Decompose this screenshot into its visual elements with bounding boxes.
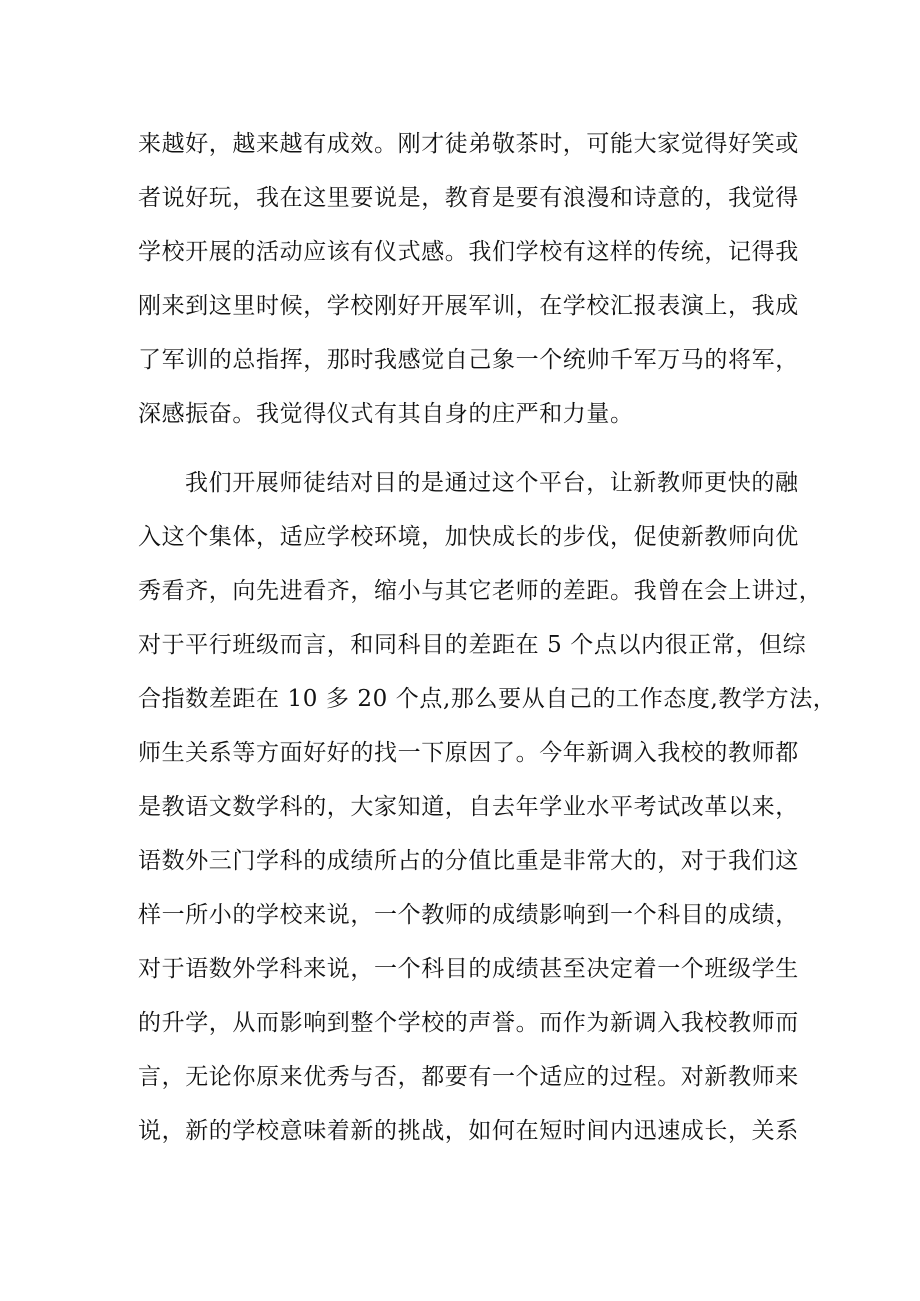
text-line: 是教语文数学科的，大家知道，自去年学业水平考试改革以来， <box>138 794 799 820</box>
text-line: 秀看齐，向先进看齐，缩小与其它老师的差距。我曾在会上讲过， <box>138 578 823 604</box>
text-line: 刚来到这里时候，学校刚好开展军训，在学校汇报表演上，我成 <box>138 293 799 319</box>
text-line: 了军训的总指挥，那时我感觉自己象一个统帅千军万马的将军， <box>138 347 799 373</box>
text-line: 对于平行班级而言，和同科目的差距在 5 个点以内很正常，但综 <box>138 632 807 658</box>
text-line: 者说好玩，我在这里要说是，教育是要有浪漫和诗意的，我觉得 <box>138 185 799 211</box>
text-line-indented: 我们开展师徒结对目的是通过这个平台，让新教师更快的融 <box>185 470 799 496</box>
text-line: 来越好，越来越有成效。刚才徒弟敬茶时，可能大家觉得好笑或 <box>138 131 799 157</box>
text-line: 对于语数外学科来说，一个科目的成绩甚至决定着一个班级学生 <box>138 956 799 982</box>
text-line: 学校开展的活动应该有仪式感。我们学校有这样的传统，记得我 <box>138 239 799 265</box>
text-line: 的升学，从而影响到整个学校的声誉。而作为新调入我校教师而 <box>138 1010 799 1036</box>
text-line: 说，新的学校意味着新的挑战，如何在短时间内迅速成长，关系 <box>138 1118 799 1144</box>
text-line: 深感振奋。我觉得仪式有其自身的庄严和力量。 <box>138 401 634 427</box>
text-line: 语数外三门学科的成绩所占的分值比重是非常大的，对于我们这 <box>138 848 799 874</box>
text-line: 样一所小的学校来说，一个教师的成绩影响到一个科目的成绩， <box>138 902 799 928</box>
text-line: 师生关系等方面好好的找一下原因了。今年新调入我校的教师都 <box>138 740 799 766</box>
text-line: 入这个集体，适应学校环境，加快成长的步伐，促使新教师向优 <box>138 524 799 550</box>
text-line: 合指数差距在 10 多 20 个点,那么要从自己的工作态度,教学方法， <box>138 686 837 712</box>
text-line: 言，无论你原来优秀与否，都要有一个适应的过程。对新教师来 <box>138 1064 799 1090</box>
